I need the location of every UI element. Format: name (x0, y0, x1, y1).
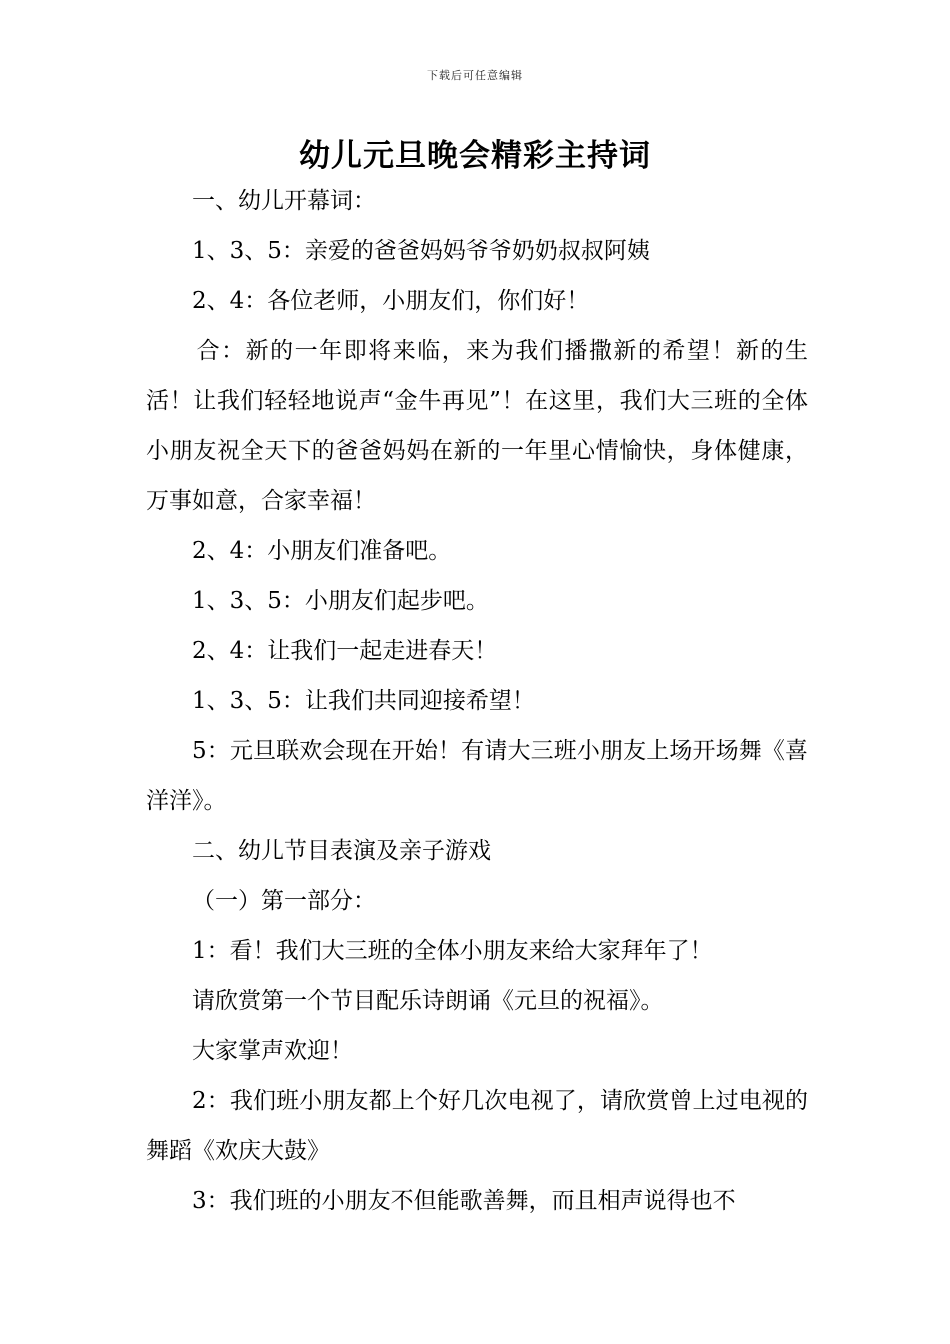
paragraph: 2、4：让我们一起走进春天！ (192, 638, 498, 664)
page-header-note: 下载后可任意编辑 (427, 69, 523, 82)
paragraph: 2、4：各位老师，小朋友们，你们好！ (192, 288, 590, 314)
paragraph: 大家掌声欢迎！ (192, 1038, 353, 1064)
paragraph: 1、3、5：亲爱的爸爸妈妈爷爷奶奶叔叔阿姨 (192, 238, 650, 264)
paragraph: 3：我们班的小朋友不但能歌善舞，而且相声说得也不 (192, 1188, 736, 1214)
paragraph: 请欣赏第一个节目配乐诗朗诵《元旦的祝福》。 (192, 988, 664, 1014)
section-heading-opening: 一、幼儿开幕词： (192, 188, 376, 214)
section-heading-performances: 二、幼儿节目表演及亲子游戏 (192, 838, 491, 864)
paragraph: 5：元旦联欢会现在开始！有请大三班小朋友上场开场舞《喜洋洋》。 (146, 738, 808, 814)
document-title: 幼儿元旦晚会精彩主持词 (299, 138, 651, 174)
subsection-heading: （一）第一部分： (192, 888, 376, 914)
paragraph: 1：看！我们大三班的全体小朋友来给大家拜年了！ (192, 938, 713, 964)
paragraph: 1、3、5：让我们共同迎接希望！ (192, 688, 535, 714)
paragraph: 合：新的一年即将来临，来为我们播撒新的希望！新的生活！让我们轻轻地说声“金牛再见”！在这里，我们大三班的全体小朋友祝全天下的爸爸妈妈在新的一年里心情愉快，身体健康，万事如意，合家幸福！ (146, 338, 808, 514)
paragraph: 2、4：小朋友们准备吧。 (192, 538, 452, 564)
document-body (146, 176, 808, 1226)
paragraph: 1、3、5：小朋友们起步吧。 (192, 588, 489, 614)
paragraph: 2：我们班小朋友都上个好几次电视了，请欣赏曾上过电视的舞蹈《欢庆大鼓》 (146, 1088, 808, 1164)
